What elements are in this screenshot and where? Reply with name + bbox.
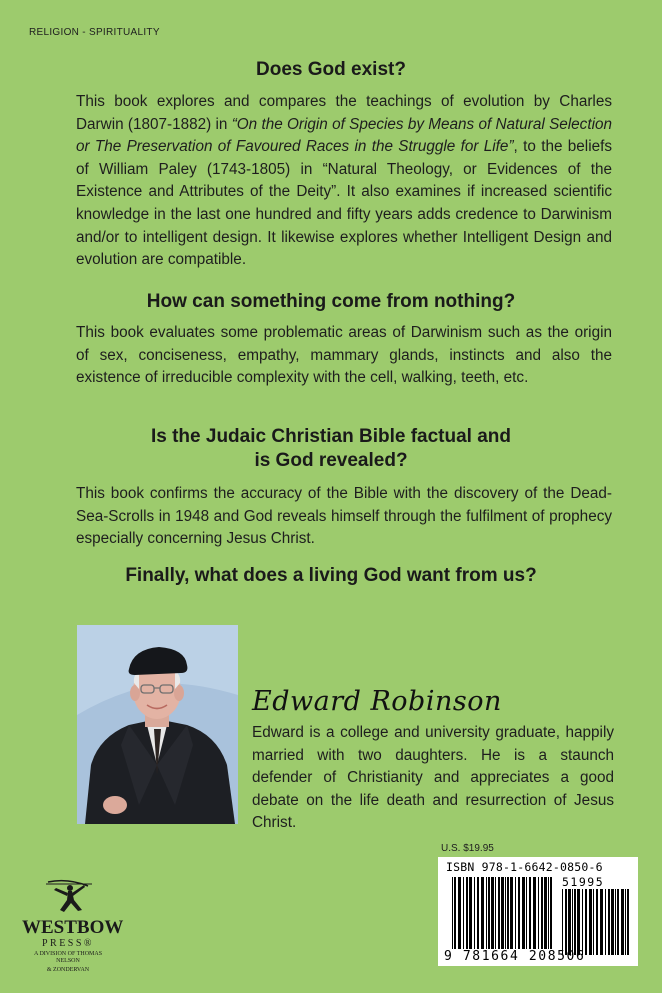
barcode-bar [458,877,461,949]
author-portrait-illustration [77,625,238,824]
barcode-bar [454,877,456,949]
price-addon-number: 51995 [562,875,605,889]
barcode-bar [615,889,616,955]
barcode-bar [593,889,594,955]
barcode-bar [501,877,504,949]
barcode-bar [589,889,592,955]
barcode-bar [538,877,539,949]
barcode-bar [544,877,547,949]
barcode-bar [486,877,487,949]
barcode-bar [627,889,629,955]
barcode-bar [533,877,536,949]
publisher-press: PRESS® [41,938,95,949]
barcode-bar [515,877,516,949]
heading-what-god-wants: Finally, what does a living God want from us? [125,565,537,586]
barcode-bar [582,889,583,955]
heading-does-god-exist: Does God exist? [256,59,406,80]
paragraph-darwinism-problems: This book evaluates some problematic areas of Darwinism such as the origin of sex, conciseness, empathy, mammary glands, instincts and also the existence of irreducible complexity with the cell, walking, teeth, etc. [76,324,612,387]
barcode-bar [488,877,490,949]
paragraph-evolution [76,91,612,272]
barcode-bar [526,877,527,949]
publisher-logo [22,876,124,974]
barcode-bar [529,877,531,949]
author-bio: Edward is a college and university graduate, happily married with two daughters. He is a staunch defender of Christianity and appreciates a good debate on the life death and resurrection of Jesus Christ. [252,724,614,832]
barcode-bar [562,889,563,955]
barcode-bar [550,877,552,949]
isbn-number: ISBN 978-1-6642-0850-6 [446,860,603,874]
barcode-bar [481,877,484,949]
barcode-bar [505,877,506,949]
barcode-bar [522,877,525,949]
barcode-bar [541,877,543,949]
paragraph-evolution-part-a: This book explores and compares the teachings of evolution by Charles Darwin (1807-1882) in [76,93,612,133]
barcode-bar [452,877,453,949]
origin-of-species-title: “On the Origin of Species by Means of Natural Selection or The Preservation of Favoured Races in the Struggle for Life” [76,115,612,156]
barcode-bar [605,889,606,955]
barcode-bar [577,889,580,955]
barcode-bar [548,877,549,949]
barcode-bar [507,877,509,949]
barcode-bar [572,889,573,955]
barcode-bar [608,889,610,955]
ean-digits: 9 781664 208506 [444,949,586,964]
publisher-name: WESTBOW [22,917,124,938]
barcode-bar [498,877,500,949]
barcode-bar [518,877,520,949]
heading-bible-factual [0,425,662,473]
barcode-bar [585,889,587,955]
barcode-bar [477,877,479,949]
barcode-bar [565,889,567,955]
barcode-bar [510,877,513,949]
archer-icon [38,876,98,916]
author-photo [77,625,238,824]
barcode-bar [491,877,494,949]
paragraph-evolution-part-b: , to the beliefs of William Paley (1743-1805) in “Natural Theology, or Evidences of the Existence and Attributes of the Deity”. It also examines if increased scientific knowledge in the last one hundred and fifty years adds credence to Darwinism and/or to intelligent design. It likewise explores whether Intelligent Design and evolution are compatible. [76,138,612,269]
heading-bible-line1: Is the Judaic Christian Bible factual and [150,426,512,447]
barcode-bar [474,877,475,949]
heading-something-from-nothing: How can something come from nothing? [146,291,516,312]
heading-bible-line2: is God revealed? [254,450,408,471]
publisher-division-line2: & ZONDERVAN [46,967,90,973]
barcode-bar [611,889,614,955]
barcode-bar [466,877,468,949]
barcode-bar [625,889,626,955]
barcode-bar [574,889,576,955]
publisher-division-line1: A DIVISION OF THOMAS NELSON [33,951,103,964]
barcode-bar [469,877,472,949]
category-label: RELIGION - SPIRITUALITY [29,27,160,38]
barcode-bar [463,877,464,949]
barcode-block [438,857,638,966]
barcode-bar [568,889,571,955]
price-label: U.S. $19.95 [441,843,494,854]
barcode-bar [495,877,496,949]
barcode-bar [596,889,598,955]
barcode-bar [621,889,624,955]
barcode-bar [600,889,603,955]
paragraph-bible-accuracy: This book confirms the accuracy of the Bible with the discovery of the Dead-Sea-Scrolls in 1948 and God reveals himself through the fulfilment of prophecy especially concerning Jesus Christ. [76,485,612,548]
barcode-bar [617,889,619,955]
author-name-signature: Edward Robinson [252,686,502,717]
